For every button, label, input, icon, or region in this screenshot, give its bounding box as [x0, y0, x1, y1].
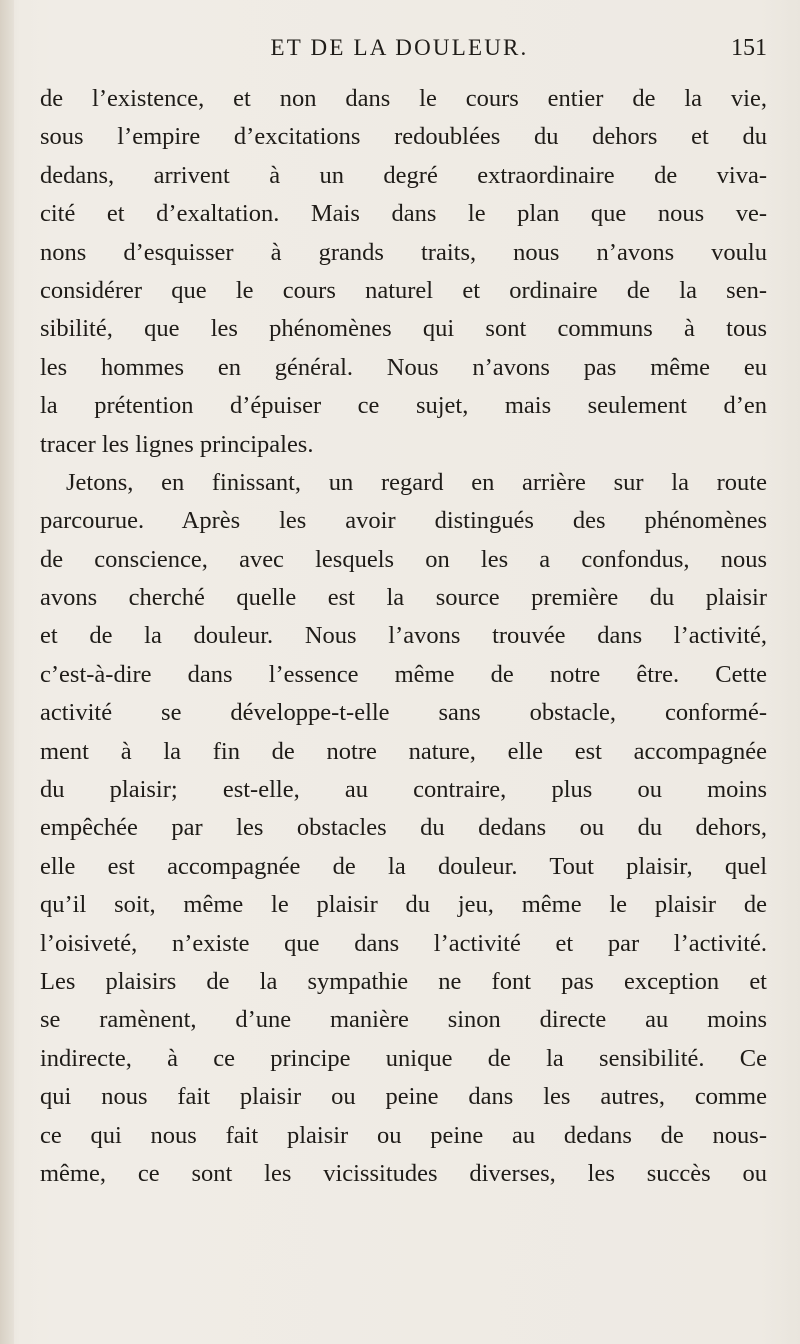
text-line: tracer les lignes principales.: [40, 430, 314, 458]
text-line: sibilité, que les phénomènes qui sont communs à tous: [40, 315, 767, 343]
text-line: activité se développe-t-elle sans obstacle, conformé-: [40, 699, 767, 727]
text-line: qu’il soit, même le plaisir du jeu, même le plaisir de: [40, 891, 767, 919]
text-line: du plaisir; est-elle, au contraire, plus ou moins: [40, 776, 767, 804]
text-line: la prétention d’épuiser ce sujet, mais seulement d’en: [40, 392, 767, 420]
page-number: 151: [731, 35, 767, 61]
text-line: et de la douleur. Nous l’avons trouvée dans l’activité,: [40, 622, 767, 650]
text-line: cité et d’exaltation. Mais dans le plan que nous ve-: [40, 200, 767, 228]
text-line: Jetons, en finissant, un regard en arrière sur la route: [66, 468, 767, 496]
running-head: [32, 32, 767, 64]
text-line: parcourue. Après les avoir distingués des phénomènes: [40, 507, 767, 535]
text-line: indirecte, à ce principe unique de la sensibilité. Ce: [40, 1044, 767, 1072]
text-line: empêchée par les obstacles du dedans ou du dehors,: [40, 814, 767, 842]
text-line: se ramènent, d’une manière sinon directe au moins: [40, 1006, 767, 1034]
text-line: elle est accompagnée de la douleur. Tout plaisir, quel: [40, 852, 767, 880]
text-line: qui nous fait plaisir ou peine dans les autres, comme: [40, 1083, 767, 1111]
page-binding-edge: [0, 0, 14, 1344]
text-line: avons cherché quelle est la source première du plaisir: [40, 584, 767, 612]
running-title: ET DE LA DOULEUR.: [270, 35, 529, 60]
text-line: Les plaisirs de la sympathie ne font pas exception et: [40, 967, 767, 995]
text-line: de l’existence, et non dans le cours entier de la vie,: [40, 85, 767, 112]
text-line: de conscience, avec lesquels on les a confondus, nous: [40, 545, 767, 573]
text-line: ce qui nous fait plaisir ou peine au dedans de nous-: [40, 1121, 767, 1149]
body-text: [40, 80, 767, 1193]
text-line: considérer que le cours naturel et ordinaire de la sen-: [40, 276, 767, 304]
text-line: sous l’empire d’excitations redoublées du dehors et du: [40, 123, 767, 151]
text-line: c’est-à-dire dans l’essence même de notre être. Cette: [40, 660, 767, 688]
text-line: nons d’esquisser à grands traits, nous n’avons voulu: [40, 238, 767, 266]
text-line: même, ce sont les vicissitudes diverses, les succès ou: [40, 1159, 767, 1187]
text-line: dedans, arrivent à un degré extraordinaire de viva-: [40, 161, 767, 189]
text-line: l’oisiveté, n’existe que dans l’activité et par l’activité.: [40, 929, 767, 957]
text-line: les hommes en général. Nous n’avons pas même eu: [40, 353, 767, 381]
text-line: ment à la fin de notre nature, elle est accompagnée: [40, 737, 767, 765]
